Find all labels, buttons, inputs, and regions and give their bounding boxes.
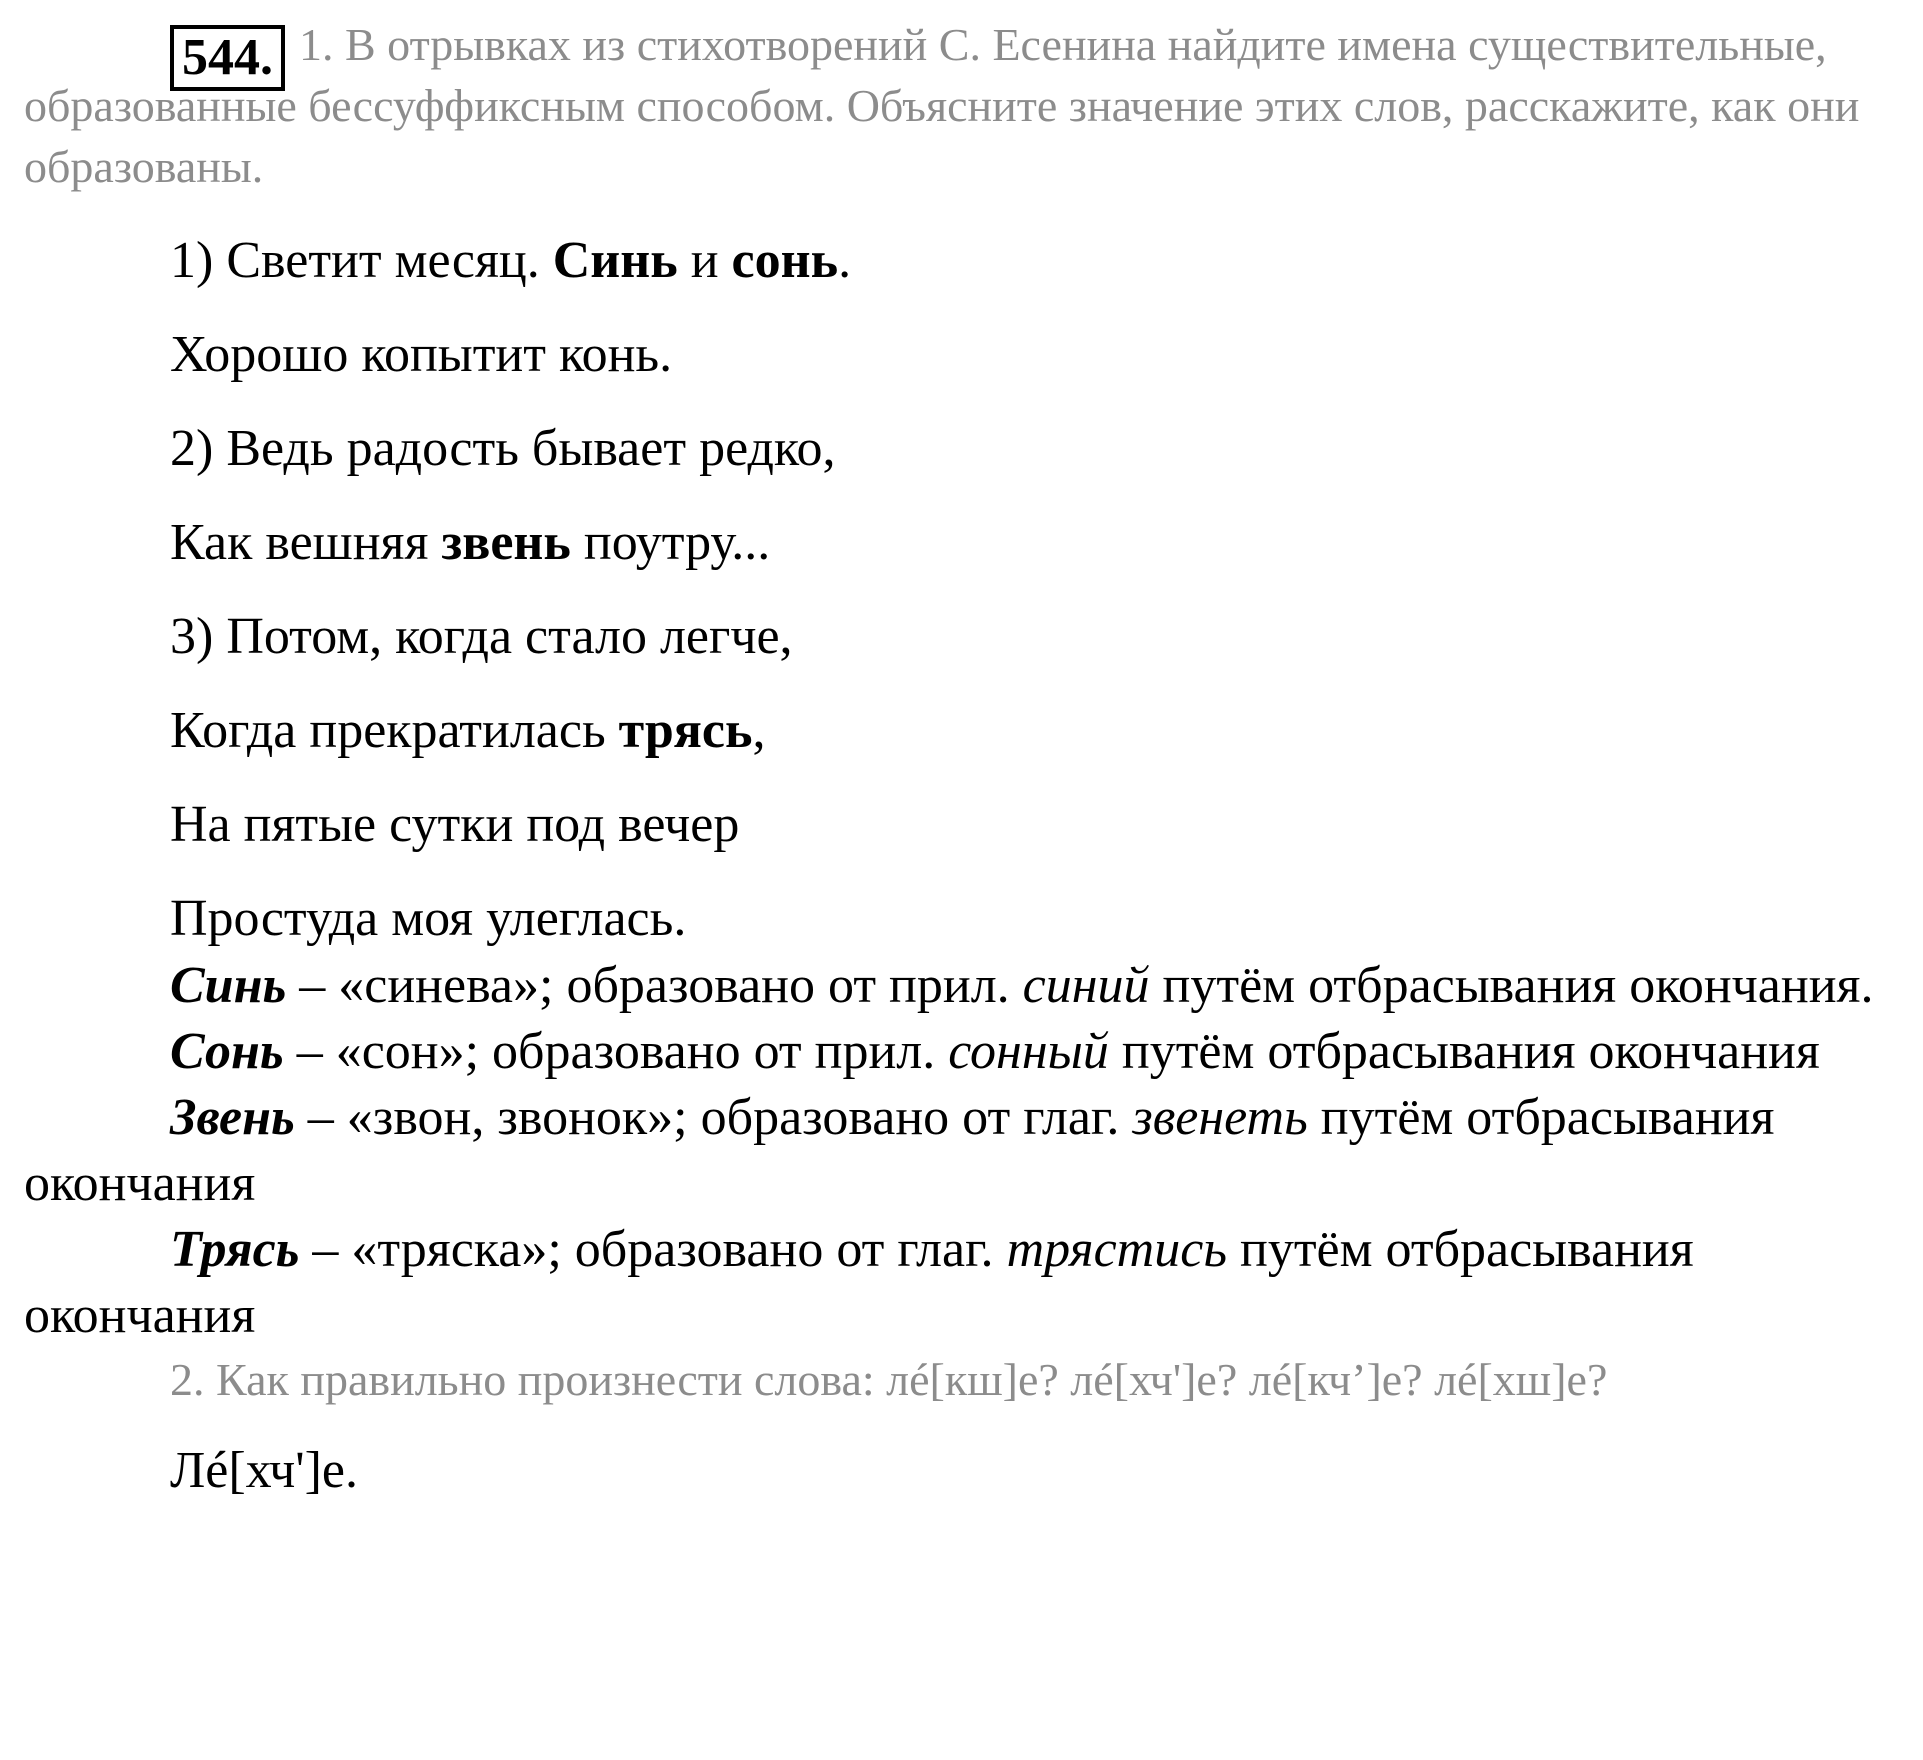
poem-line: 1) Светит месяц. Синь и сонь. [170,232,852,289]
definitions [24,953,1904,1349]
poem-line: Простуда моя улеглась. [170,890,687,947]
poem-line: Как вешняя звень поутру... [170,514,771,571]
poem-line: Когда прекратилась трясь, [170,702,766,759]
definition-item: Трясь – «тряска»; образовано от глаг. трястись путём отбрасывания окончания [24,1221,1694,1344]
poem-line: 3) Потом, когда стало легче, [170,608,793,665]
poem-line: Хорошо копытит конь. [170,326,673,383]
definition-item: Сонь – «сон»; образовано от прил. сонный путём отбрасывания окончания [170,1023,1820,1080]
poem-excerpts [24,227,1904,953]
task-1 [24,14,1904,197]
task-1-text: 1. В отрывках из стихотворений С. Есенина найдите имена существительные, образованные бессуффиксным способом. Объясните значение этих слов, расскажите, как они образованы. [24,19,1860,192]
exercise-number: 544. [170,25,285,91]
definition-item: Синь – «синева»; образовано от прил. синий путём отбрасывания окончания. [170,957,1874,1014]
textbook-page [24,14,1904,1505]
poem-line: 2) Ведь радость бывает редко, [170,420,836,477]
task-2-text: 2. Как правильно произнести слова: лé[кш]е? лé[хч']е? лé[кч’]е? лé[хш]е? [170,1354,1608,1405]
task-2-answer: Лé[хч']е. [170,1442,358,1499]
poem-line: На пятые сутки под вечер [170,796,740,853]
definition-item: Звень – «звон, звонок»; образовано от глаг. звенеть путём отбрасывания окончания [24,1089,1775,1212]
